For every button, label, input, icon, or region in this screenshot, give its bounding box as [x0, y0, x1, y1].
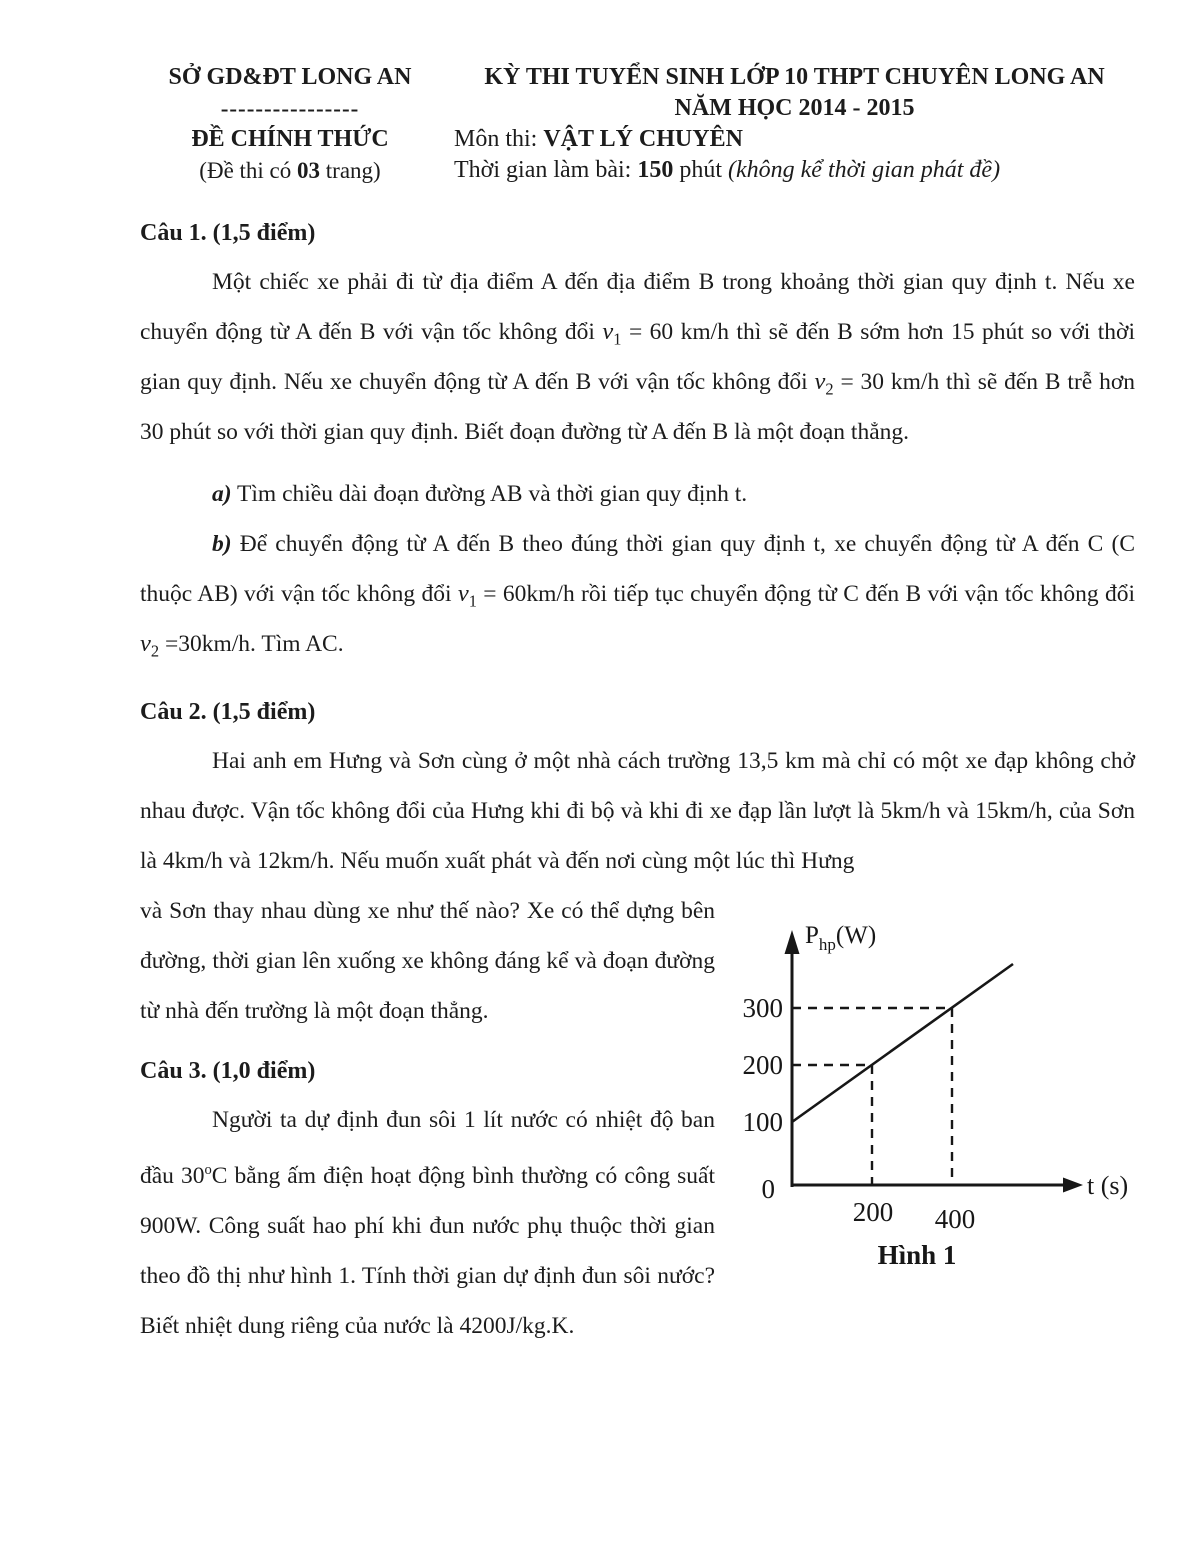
- item-b-text-1: Để chuyển động từ A đến B theo đúng thời gian quy định t, xe chuyển động từ A đến C (C thuộc AB) với vận tốc không đổi: [140, 531, 1135, 607]
- question-3-heading: Câu 3. (1,0 điểm): [140, 1058, 316, 1084]
- duration-line: [454, 155, 1135, 186]
- question-1-item-a: [140, 469, 1135, 519]
- q1-text-1: Một chiếc xe phải đi từ địa điểm A đến địa điểm B trong khoảng thời gian quy định t. Nếu xe chuyển động từ A đến B với vận tốc không đổi: [140, 269, 1135, 345]
- dashed-guide-200s-200w: [792, 1065, 872, 1185]
- subject-value: VẬT LÝ CHUYÊN: [543, 126, 743, 152]
- left-text-column: [140, 886, 715, 1351]
- x-tick-400: 400: [934, 1204, 976, 1234]
- velocity-v2-symbol: $v_2$: [140, 630, 160, 661]
- q1-text-2: = 60 km/h thì sẽ đến B sớm hơn 15 phút so với thời gian quy định. Nếu xe chuyển động từ A đến B với vận tốc không đổi: [140, 319, 1135, 395]
- x-axis-label: t (s): [1087, 1171, 1129, 1200]
- pages-note-pre: (Đề thi có: [199, 158, 298, 183]
- power-loss-line: [792, 964, 1013, 1122]
- x-tick-200: 200: [852, 1197, 894, 1227]
- velocity-v1-symbol: $v_1$: [457, 580, 477, 611]
- text-figure-columns: [140, 886, 1135, 1351]
- y-axis-label: $P_{hp}(W)$: [805, 922, 877, 954]
- pages-note: [140, 155, 440, 186]
- y-tick-100: 100: [742, 1107, 783, 1137]
- item-a-text: Tìm chiều dài đoạn đường AB và thời gian quy định t.: [231, 481, 748, 507]
- velocity-v2-symbol: $v_2$: [814, 368, 834, 399]
- duration-unit: phút: [673, 157, 728, 183]
- item-a-marker: a): [212, 481, 232, 507]
- pages-note-post: trang): [320, 158, 381, 183]
- velocity-v1-symbol: $v_1$: [602, 318, 622, 349]
- question-2-paragraph-full: Hai anh em Hưng và Sơn cùng ở một nhà cách trường 13,5 km mà chỉ có một xe đạp không chở nhau được. Vận tốc không đổi của Hưng khi đi bộ và khi đi xe đạp lần lượt là 5km/h và 15km/h, của Sơn là 4km/h và 12km/h. Nếu muốn xuất phát và đến nơi cùng một lúc thì Hưng: [140, 748, 1135, 874]
- q3-text-2: C bằng ấm điện hoạt động bình thường có công suất 900W. Công suất hao phí khi đun nước phụ thuộc thời gian theo đồ thị như hình 1. Tính thời gian dự định đun sôi nước? Biết nhiệt dung riêng của nước là 4200J/kg.K.: [140, 1162, 715, 1339]
- subject-label: Môn thi:: [454, 126, 544, 152]
- item-b-text-2: = 60km/h rồi tiếp tục chuyển động từ C đến B với vận tốc không đổi: [476, 581, 1135, 607]
- header-left-block: [140, 62, 440, 186]
- question-2-heading: Câu 2. (1,5 điểm): [140, 699, 316, 725]
- question-3-paragraph: [140, 1095, 715, 1351]
- question-1-paragraph: [140, 257, 1135, 457]
- item-b-marker: b): [212, 531, 232, 557]
- exam-title-line1: KỲ THI TUYỂN SINH LỚP 10 THPT CHUYÊN LONG AN: [484, 64, 1105, 90]
- question-2-paragraph-wrap: và Sơn thay nhau dùng xe như thế nào? Xe có thể dựng bên đường, thời gian lên xuống xe không đáng kể và đoạn đường từ nhà đến trường là một đoạn thẳng.: [140, 898, 715, 1024]
- item-b-text-3: =30km/h. Tìm AC.: [159, 631, 344, 657]
- degree-superscript: o: [204, 1162, 212, 1178]
- figure-1: [725, 910, 1135, 1280]
- question-1-item-b: [140, 519, 1135, 669]
- dashed-guide-400s-300w: [792, 1008, 952, 1185]
- duration-label: Thời gian làm bài:: [454, 157, 638, 183]
- figure-1-chart: [725, 910, 1135, 1275]
- header-divider-dashes: ----------------: [220, 96, 360, 121]
- header-right-block: [440, 62, 1135, 186]
- q3-text-1: Người ta dự định đun sôi 1 lít nước có nhiệt độ ban đầu 30: [140, 1107, 715, 1189]
- y-tick-300: 300: [742, 993, 783, 1023]
- figure-caption: Hình 1: [877, 1240, 957, 1270]
- x-axis-arrow-icon: [1063, 1178, 1083, 1193]
- q1-text-3: = 30 km/h thì sẽ đến B trễ hơn 30 phút so với thời gian quy định. Biết đoạn đường từ A đến B là một đoạn thẳng.: [140, 369, 1135, 445]
- figure-column: [715, 886, 1135, 1280]
- y-tick-200: 200: [742, 1050, 783, 1080]
- subject-line: [454, 124, 1135, 155]
- duration-value: 150: [637, 157, 674, 183]
- exam-header: [140, 62, 1135, 186]
- y-axis-arrow-icon: [785, 930, 800, 954]
- question-1-heading: Câu 1. (1,5 điểm): [140, 220, 316, 246]
- issuing-department: SỞ GD&ĐT LONG AN: [168, 64, 412, 90]
- exam-title-line2: NĂM HỌC 2014 - 2015: [674, 95, 915, 121]
- exam-type-label: ĐỀ CHÍNH THỨC: [191, 126, 389, 152]
- y-tick-0: 0: [761, 1174, 775, 1204]
- duration-note: (không kể thời gian phát đề): [728, 157, 1001, 183]
- pages-count: 03: [297, 158, 321, 183]
